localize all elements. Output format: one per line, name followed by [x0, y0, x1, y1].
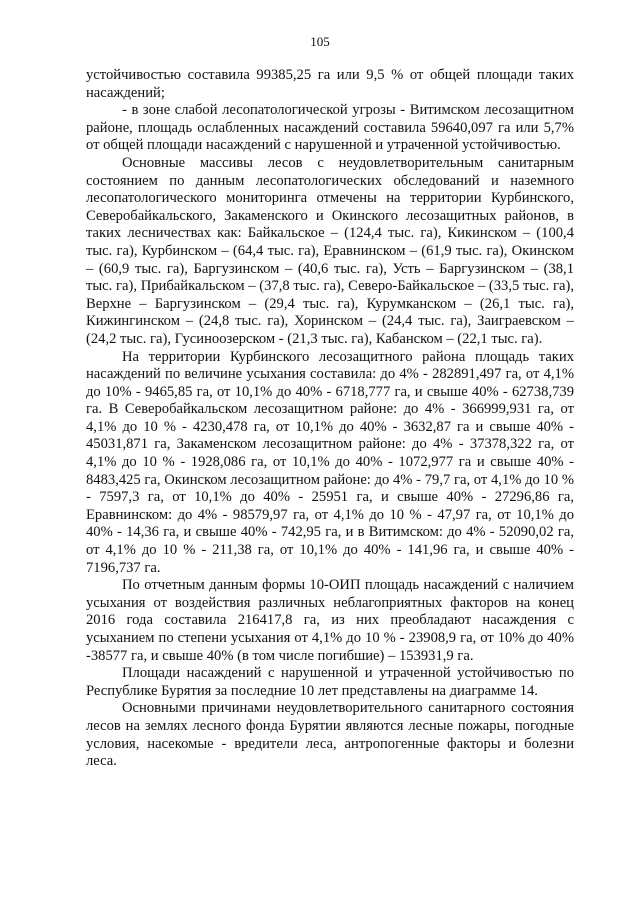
page-number: 105 — [310, 34, 330, 49]
paragraph-drying-by-district: На территории Курбинского лесозащитного района площадь таких насаждений по величине усыхания составила: до 4% - 282891,497 га, от 4,1% до 10% - 9465,85 га, от 10,1% до 40% - 6718,777 га, и свыше 40% - 62738,739 га. В Северобайкальском лесозащитном районе: до 4% - 366999,931 га, от 4,1% до 10 % - 4230,478 га, от 10,1% до 40% - 3632,87 га и свыше 40% - 45031,871 га, Закаменском лесозащитном районе: до 4% - 37378,322 га, от 4,1% до 10 % - 1928,086 га, от 10,1% до 40% - 1072,977 га и свыше 40% - 8483,425 га, Окинском лесозащитном районе: до 4% - 79,7 га, от 4,1% до 10 % - 7597,3 га, от 10,1% до 40% - 25951 га, и свыше 40% - 27296,86 га, Еравнинском: до 4% - 98579,97 га, от 4,1% до 10 % - 47,97 га, от 10,1% до 40% - 14,36 га, и свыше 40% - 742,95 га, и в Витимском: до 4% - 52090,02 га, от 4,1% до 10 % - 211,38 га, от 10,1% до 40% - 141,96 га, и свыше 40% - 7196,737 га. — [86, 348, 574, 576]
body-text — [86, 67, 574, 771]
paragraph-diagram-reference: Площади насаждений с нарушенной и утраченной устойчивостью по Республике Бурятия за последние 10 лет представлены на диаграмме 14. — [86, 665, 574, 699]
paragraph-continuation: устойчивостью составила 99385,25 га или 9,5 % от общей площади таких насаждений; — [86, 67, 574, 101]
paragraph-main-causes: Основными причинами неудовлетворительного санитарного состояния лесов на землях лесного фонда Бурятии являются лесные пожары, погодные условия, насекомые - вредители леса, антропогенные факторы и болезни леса. — [86, 700, 574, 770]
paragraph-main-forest-areas: Основные массивы лесов с неудовлетворительным санитарным состоянием по данным лесопатологических обследований и наземного лесопатологического мониторинга отмечены на территории Курбинского, Северобайкальского, Закаменского и Окинского лесозащитных районов, в таких лесничествах как: Байкальское – (124,4 тыс. га), Кикинском – (100,4 тыс. га), Курбинском – (64,4 тыс. га), Еравнинском – (61,9 тыс. га), Окинском – (60,9 тыс. га), Баргузинском – (40,6 тыс. га), Усть – Баргузинском – (38,1 тыс. га), Прибайкальском – (37,8 тыс. га), Северо-Байкальское – (33,5 тыс. га), Верхне – Баргузинском – (29,4 тыс. га), Курумканском – (26,1 тыс. га), Кижингинском – (24,8 тыс. га), Хоринском – (24,4 тыс. га), Заиграевском – (24,2 тыс. га), Гусиноозерском - (21,3 тыс. га), Кабанском – (22,1 тыс. га). — [86, 154, 574, 347]
paragraph-form-10-oip: По отчетным данным формы 10-ОИП площадь насаждений с наличием усыхания от воздействия различных неблагоприятных факторов на конец 2016 года составила 216417,8 га, из них преобладают насаждения с усыханием по степени усыхания от 4,1% до 10 % - 23908,9 га, от 10% до 40% -38577 га, и свыше 40% (в том числе погибшие) – 153931,9 га. — [86, 577, 574, 664]
paragraph-weak-threat-zone: - в зоне слабой лесопатологической угрозы - Витимском лесозащитном районе, площадь ослабленных насаждений составила 59640,097 га или 5,7% от общей площади насаждений с нарушенной и утраченной устойчивостью. — [86, 102, 574, 154]
